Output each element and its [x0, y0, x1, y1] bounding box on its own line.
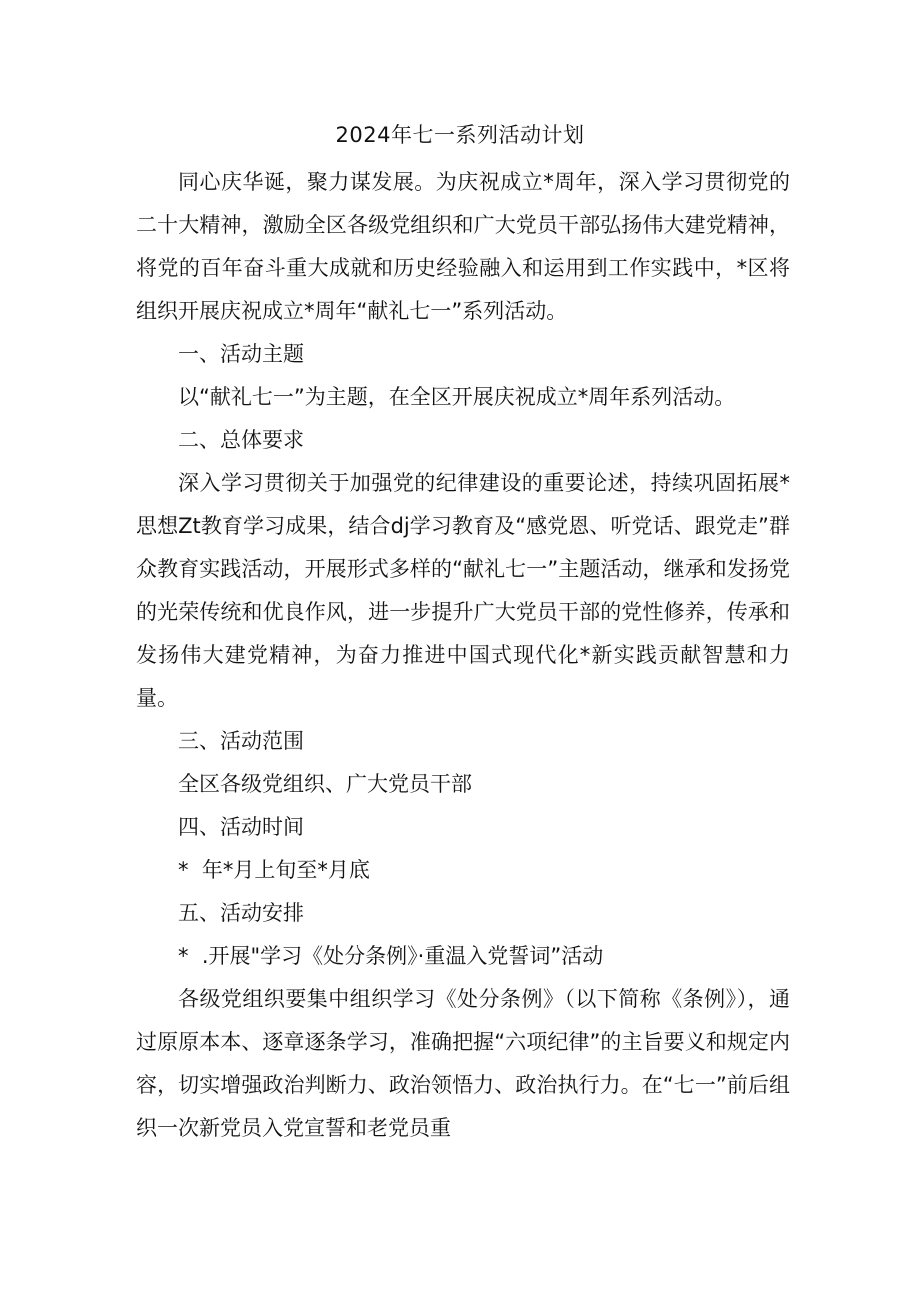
time-paragraph: * 年*月上旬至*月底	[178, 858, 370, 882]
document-title: 2024年七一系列活动计划	[335, 123, 585, 147]
arrangement-item-1-heading: * .开展"学习《处分条例》·重温入党誓词”活动	[178, 944, 604, 968]
theme-paragraph: 以“献礼七一”为主题，在全区开展庆祝成立*周年系列活动。	[178, 385, 736, 409]
section-heading-requirements: 二、总体要求	[178, 428, 304, 452]
document-body	[136, 161, 790, 1150]
requirements-paragraph: 深入学习贯彻关于加强党的纪律建设的重要论述，持续巩固拓展*思想Zt教育学习成果，结合dj学习教育及“感党恩、听党话、跟党走”群众教育实践活动，开展形式多样的“献礼七一”主题活动，继承和发扬党的光荣传统和优良作风，进一步提升广大党员干部的党性修养，传承和发扬伟大建党精神，为奋力推进中国式现代化*新实践贡献智慧和力量。	[136, 471, 790, 710]
section-heading-theme: 一、活动主题	[178, 342, 304, 366]
intro-paragraph: 同心庆华诞，聚力谋发展。为庆祝成立*周年，深入学习贯彻党的二十大精神，激励全区各级党组织和广大党员干部弘扬伟大建党精神，将党的百年奋斗重大成就和历史经验融入和运用到工作实践中，*区将组织开展庆祝成立*周年“献礼七一”系列活动。	[136, 170, 790, 323]
arrangement-item-1-paragraph: 各级党组织要集中组织学习《处分条例》（以下简称《条例》），通过原原本本、逐章逐条学习，准确把握“六项纪律”的主旨要义和规定内容，切实增强政治判断力、政治领悟力、政治执行力。在“七一”前后组织一次新党员入党宣誓和老党员重	[136, 987, 790, 1140]
section-heading-scope: 三、活动范围	[178, 729, 304, 753]
section-heading-time: 四、活动时间	[178, 815, 304, 839]
section-heading-arrangement: 五、活动安排	[178, 901, 304, 925]
scope-paragraph: 全区各级党组织、广大党员干部	[178, 772, 472, 796]
